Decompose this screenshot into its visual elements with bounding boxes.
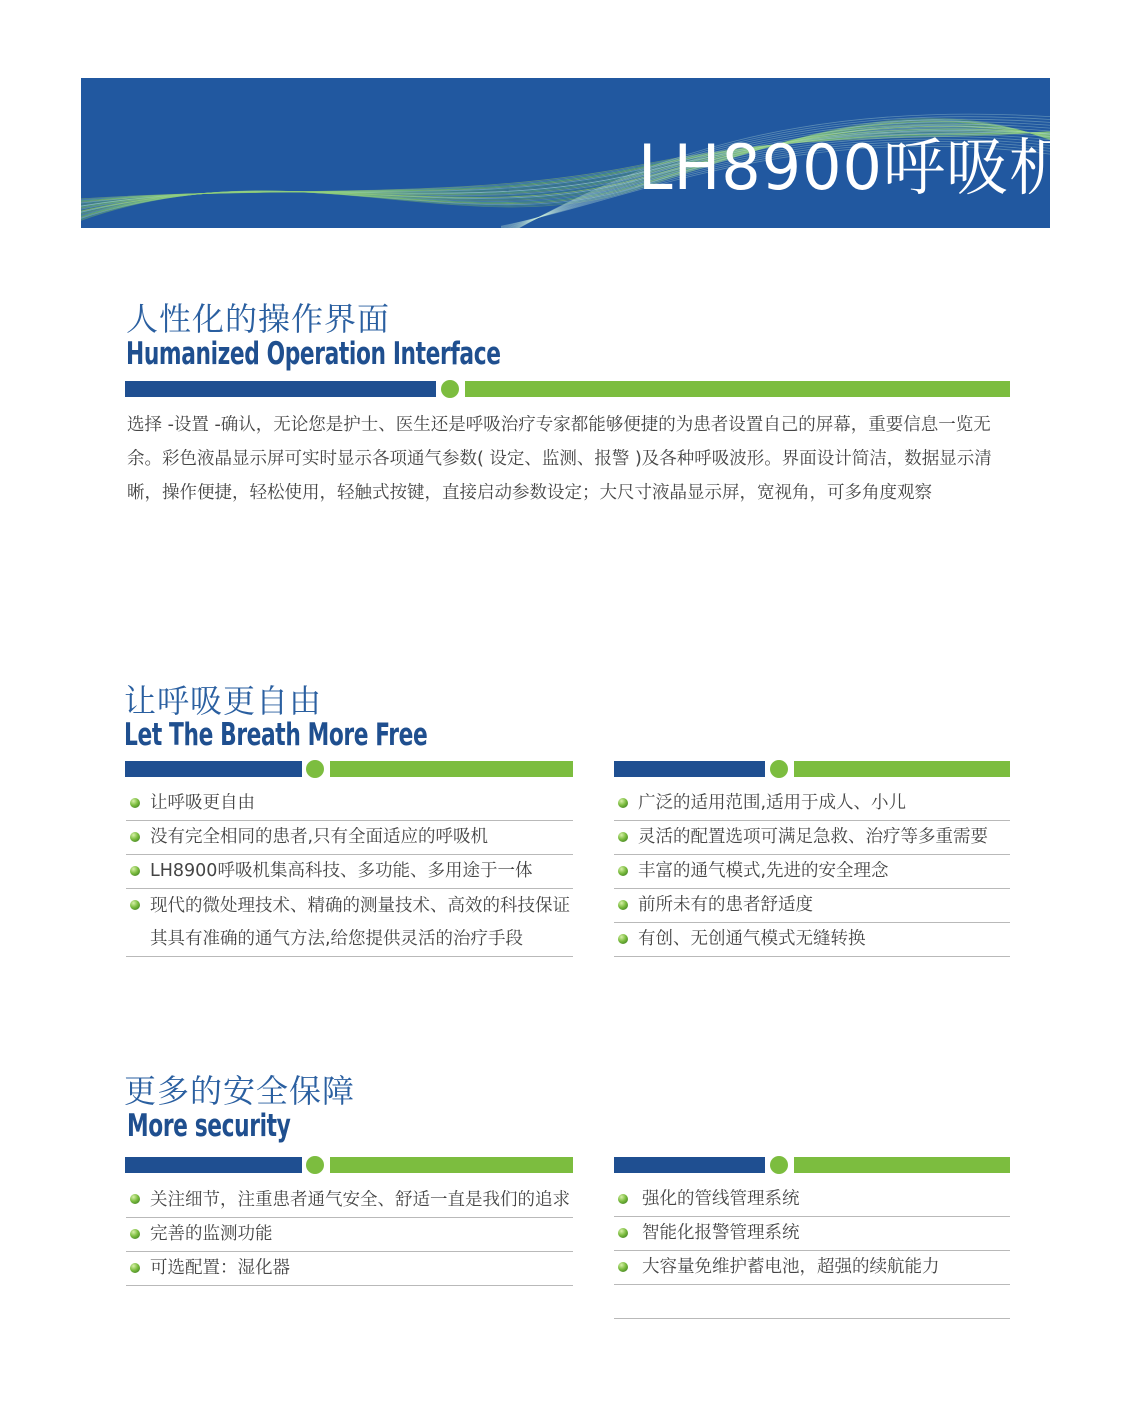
bullet-icon [130,900,140,910]
list-item: 现代的微处理技术、精确的测量技术、高效的科技保证其具有准确的通气方法,给您提供灵活的治疗手段 [126,889,573,957]
bullet-icon [618,866,628,876]
section2-title-en: Let The Breath More Free [124,717,428,753]
bullet-icon [130,798,140,808]
section1-divider [125,381,1010,397]
list-item: 广泛的适用范围,适用于成人、小儿 [614,787,1010,821]
list-item: 完善的监测功能 [126,1218,573,1252]
section2-right-list [614,787,1010,957]
section3-right-divider [614,1157,1010,1173]
list-item: 强化的管线管理系统 [614,1183,1010,1217]
list-item: 智能化报警管理系统 [614,1217,1010,1251]
section1-title-en: Humanized Operation Interface [126,336,501,372]
section3-right-list [614,1183,1010,1319]
bullet-icon [618,900,628,910]
section2-right-divider [614,761,1010,777]
list-item: LH8900呼吸机集高科技、多功能、多用途于一体 [126,855,573,889]
bullet-icon [130,832,140,842]
bullet-icon [130,1194,140,1204]
list-item: 大容量免维护蓄电池，超强的续航能力 [614,1251,1010,1285]
bullet-icon [618,1228,628,1238]
section3-left-list [126,1183,573,1286]
list-item: 丰富的通气模式,先进的安全理念 [614,855,1010,889]
list-item: 前所未有的患者舒适度 [614,889,1010,923]
bullet-icon [618,934,628,944]
bullet-icon [130,1229,140,1239]
list-item: 有创、无创通气模式无缝转换 [614,923,1010,957]
list-item: 没有完全相同的患者,只有全面适应的呼吸机 [126,821,573,855]
bullet-icon [130,866,140,876]
page-title: LH8900呼吸机 [638,131,1072,204]
section3-left-divider [125,1157,573,1173]
bullet-icon [618,832,628,842]
bullet-icon [130,1263,140,1273]
section2-title-cn: 让呼吸更自由 [124,682,323,720]
bullet-icon [618,798,628,808]
section1-paragraph: 选择 -设置 -确认，无论您是护士、医生还是呼吸治疗专家都能够便捷的为患者设置自己的屏幕，重要信息一览无余。彩色液晶显示屏可实时显示各项通气参数( 设定、监测、报警 )及各种呼吸波形。界面设计简洁，数据显示清晰，操作便捷，轻松使用，轻触式按键，直接启动参数设定；大尺寸液晶显示屏，宽视角，可多角度观察 [127,415,992,503]
list-item: 关注细节，注重患者通气安全、舒适一直是我们的追求 [126,1183,573,1218]
section2-left-divider [125,761,573,777]
list-item: 让呼吸更自由 [126,787,573,821]
list-item: 可选配置：湿化器 [126,1252,573,1286]
list-item [614,1285,1010,1319]
bullet-icon [618,1194,628,1204]
section1-title-cn: 人性化的操作界面 [126,300,391,338]
section3-title-cn: 更多的安全保障 [124,1072,356,1110]
section2-left-list [126,787,573,957]
section3-title-en: More security [127,1108,291,1144]
bullet-icon [618,1262,628,1272]
list-item: 灵活的配置选项可满足急救、治疗等多重需要 [614,821,1010,855]
